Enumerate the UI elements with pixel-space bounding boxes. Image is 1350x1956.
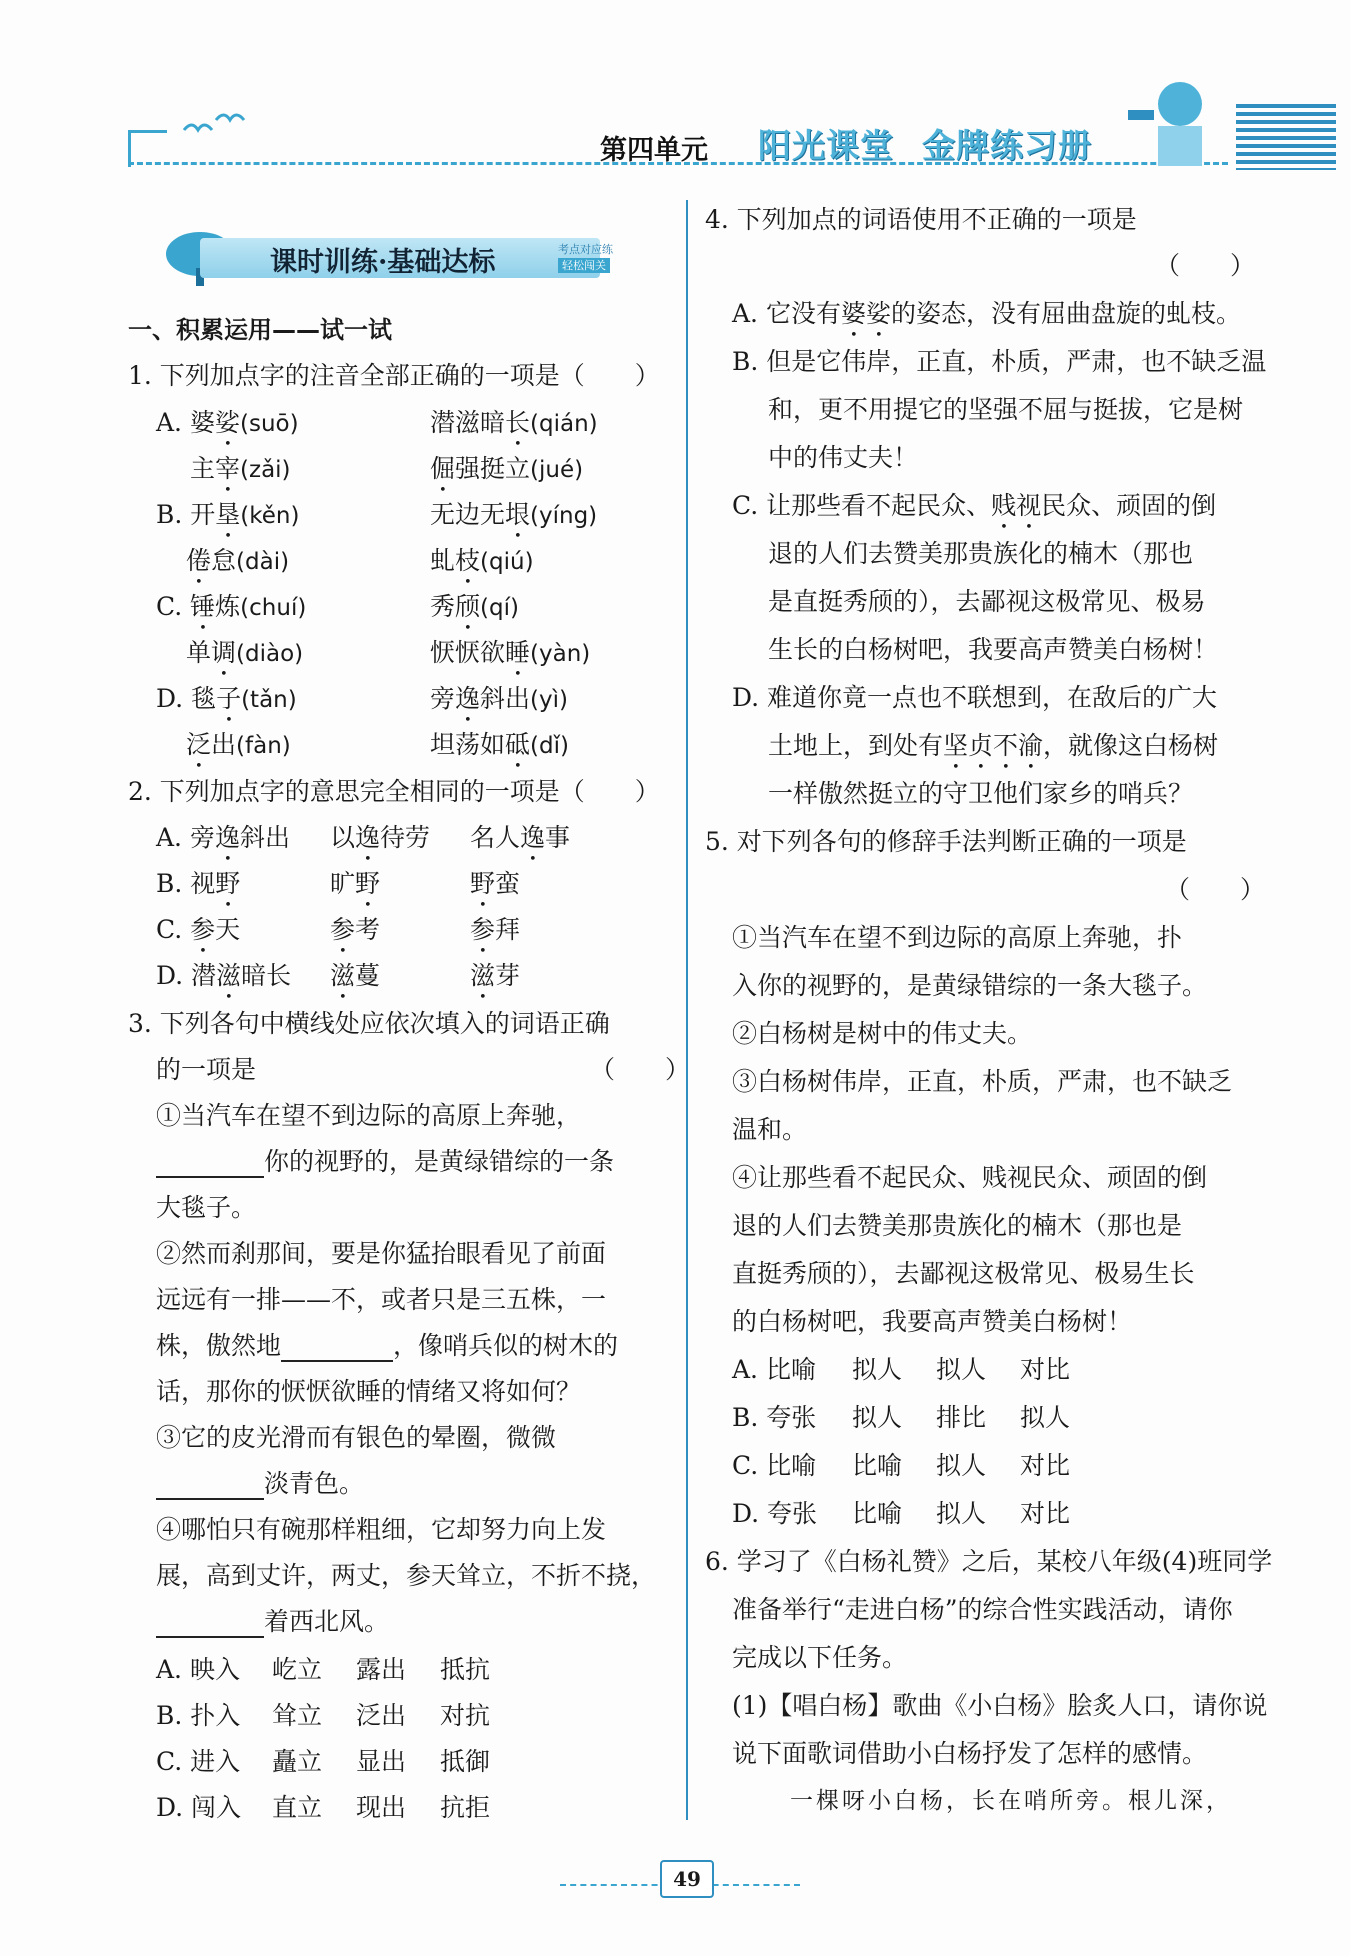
q6-lyric: 一棵呀小白杨，长在哨所旁。根儿深，	[790, 1788, 1232, 1814]
birds-icon	[182, 108, 262, 148]
q5-l8: 直挺秀颀的），去鄙视这极常见、极易生长	[732, 1259, 1195, 1288]
q3-s2a: ②然而刹那间，要是你猛抬眼看见了前面	[156, 1239, 607, 1268]
q1-c4: 恹恹欲睡(yàn)	[430, 638, 591, 667]
q6-l2: 准备举行“走进白杨”的综合性实践活动，请你	[732, 1595, 1233, 1624]
column-divider	[686, 200, 688, 1820]
q3-option-cell: A. 映入	[156, 1655, 240, 1684]
q2-option-cell: 以逸待劳	[330, 823, 431, 852]
q3-option-cell: 露出	[356, 1655, 407, 1684]
q2-option-cell: 野蛮	[470, 869, 521, 898]
q3-option-cell: 屹立	[272, 1655, 323, 1684]
q1-a2: 潜滋暗长(qián)	[430, 408, 598, 437]
q5-option-cell: 拟人	[936, 1499, 987, 1528]
q4-a: A. 它没有婆娑的姿态，没有屈曲盘旋的虬枝。	[732, 299, 1241, 328]
q5-option-cell: B. 夸张	[732, 1403, 817, 1432]
q3-stem-1: 3. 下列各句中横线处应依次填入的词语正确	[128, 1009, 610, 1038]
q5-option-cell: D. 夸张	[732, 1499, 818, 1528]
q2-option-cell: C. 参天	[156, 915, 241, 944]
brand-part-1: 阳光课堂	[758, 126, 894, 165]
q3-option-cell: D. 闯入	[156, 1793, 242, 1822]
q4-b3: 中的伟丈夫！	[768, 443, 919, 472]
section-heading: 一、积累运用——试一试	[128, 316, 392, 344]
q4-b2: 和，更不用提它的坚强不屈与挺拔，它是树	[768, 395, 1244, 424]
telescope-icon	[1120, 70, 1230, 170]
q5-option-cell: 拟人	[936, 1451, 987, 1480]
q4-b1: B. 但是它伟岸，正直，朴质，严肃，也不缺乏温	[732, 347, 1267, 376]
q2-stem: 2. 下列加点字的意思完全相同的一项是（ ）	[128, 777, 660, 806]
q4-c4: 生长的白杨树吧，我要高声赞美白杨树！	[768, 635, 1219, 664]
q6-l4: (1)【唱白杨】歌曲《小白杨》脍炙人口，请你说	[732, 1691, 1268, 1720]
header-stripes	[1236, 104, 1336, 170]
q1-b3: 倦怠(dài)	[186, 546, 290, 575]
q2-option-cell: B. 视野	[156, 869, 241, 898]
q5-l7: 退的人们去赞美那贵族化的楠木（那也是	[732, 1211, 1183, 1240]
q3-option-cell: 对抗	[440, 1701, 491, 1730]
q2-option-cell: 参考	[330, 915, 381, 944]
q4-c1: C. 让那些看不起民众、贱视民众、顽固的倒	[732, 491, 1217, 520]
q4-c3: 是直挺秀颀的），去鄙视这极常见、极易	[768, 587, 1206, 616]
q4-d1: D. 难道你竟一点也不联想到，在敌后的广大	[732, 683, 1218, 712]
q2-option-cell: 滋芽	[470, 961, 521, 990]
q3-s4b: 展，高到丈许，两丈，参天耸立，不折不挠，	[156, 1561, 657, 1590]
section-banner	[160, 228, 640, 284]
q6-l3: 完成以下任务。	[732, 1643, 908, 1672]
banner-side-1: 考点对应练	[558, 243, 613, 256]
q3-s1c: 大毯子。	[156, 1193, 257, 1222]
q3-option-cell: 显出	[356, 1747, 407, 1776]
q1-c1: C. 锤炼(chuí)	[156, 592, 307, 621]
q6-l5: 说下面歌词借助小白杨抒发了怎样的感情。	[732, 1739, 1208, 1768]
q2-option-cell: 滋蔓	[330, 961, 381, 990]
q3-option-cell: 抵抗	[440, 1655, 491, 1684]
q1-a4: 倔强挺立(jué)	[430, 454, 584, 483]
q5-option-cell: 对比	[1020, 1451, 1071, 1480]
q3-s1b: 你的视野的，是黄绿错综的一条	[156, 1142, 614, 1178]
q1-d1: D. 毯子(tǎn)	[156, 684, 297, 713]
q2-option-cell: 旷野	[330, 869, 381, 898]
brand-title	[758, 120, 1120, 167]
q3-s4a: ④哪怕只有碗那样粗细，它却努力向上发	[156, 1515, 607, 1544]
q3-s3b: 淡青色。	[156, 1464, 364, 1500]
q1-d2: 旁逸斜出(yì)	[430, 684, 568, 713]
q1-a1: A. 婆娑(suō)	[156, 408, 299, 437]
q5-option-cell: 拟人	[1020, 1403, 1071, 1432]
q5-l1: ①当汽车在望不到边际的高原上奔驰，扑	[732, 923, 1183, 952]
q1-b1: B. 开垦(kěn)	[156, 500, 300, 529]
q3-s1a: ①当汽车在望不到边际的高原上奔驰，	[156, 1101, 582, 1130]
q5-option-cell: 拟人	[852, 1403, 903, 1432]
q3-option-cell: 现出	[356, 1793, 407, 1822]
q5-option-cell: 拟人	[936, 1355, 987, 1384]
q3-option-cell: 矗立	[272, 1747, 323, 1776]
banner-side	[558, 242, 613, 273]
q4-stem: 4. 下列加点的词语使用不正确的一项是	[705, 205, 1137, 234]
banner-side-2: 轻松闯关	[558, 258, 610, 273]
q3-s2c: 株，傲然地 ，像哨兵似的树木的	[156, 1331, 619, 1360]
q3-s4c: 着西北风。	[156, 1602, 389, 1638]
q3-option-cell: 抵御	[440, 1747, 491, 1776]
q5-option-cell: 排比	[936, 1403, 987, 1432]
q2-option-cell: 参拜	[470, 915, 521, 944]
q1-a3: 主宰(zǎi)	[190, 454, 291, 483]
q5-option-cell: 对比	[1020, 1499, 1071, 1528]
q3-s2d: 话，那你的恹恹欲睡的情绪又将如何？	[156, 1377, 582, 1406]
unit-title: 第四单元	[600, 135, 708, 166]
q3-option-cell: B. 扑入	[156, 1701, 241, 1730]
q2-option-cell: 名人逸事	[470, 823, 571, 852]
q5-option-cell: 比喻	[852, 1499, 903, 1528]
q5-option-cell: A. 比喻	[732, 1355, 816, 1384]
q1-b4: 虬枝(qiú)	[430, 546, 534, 575]
q1-b2: 无边无垠(yíng)	[430, 500, 598, 529]
q4-d3: 一样傲然挺立的守卫他们家乡的哨兵？	[768, 779, 1194, 808]
q5-option-cell: 对比	[1020, 1355, 1071, 1384]
q3-option-cell: 泛出	[356, 1701, 407, 1730]
q5-stem: 5. 对下列各句的修辞手法判断正确的一项是	[705, 827, 1187, 856]
q2-option-cell: A. 旁逸斜出	[156, 823, 290, 852]
q3-s2b: 远远有一排——不，或者只是三五株，一	[156, 1285, 607, 1314]
q5-paren: （ ）	[1165, 875, 1266, 904]
q4-c2: 退的人们去赞美那贵族化的楠木（那也	[768, 539, 1194, 568]
q5-l3: ②白杨树是树中的伟丈夫。	[732, 1019, 1033, 1048]
q6-l1: 6. 学习了《白杨礼赞》之后，某校八年级(4)班同学	[705, 1547, 1273, 1576]
brand-part-2: 金牌练习册	[922, 126, 1092, 165]
q1-c3: 单调(diào)	[186, 638, 304, 667]
q5-option-cell: 比喻	[852, 1451, 903, 1480]
q3-s3a: ③它的皮光滑而有银色的晕圈，微微	[156, 1423, 557, 1452]
q5-l2: 入你的视野的，是黄绿错综的一条大毯子。	[732, 971, 1208, 1000]
q3-option-cell: 抗拒	[440, 1793, 491, 1822]
q2-option-cell: D. 潜滋暗长	[156, 961, 292, 990]
q5-l6: ④让那些看不起民众、贱视民众、顽固的倒	[732, 1163, 1208, 1192]
q3-paren: （ ）	[590, 1055, 691, 1084]
q1-stem: 1. 下列加点字的注音全部正确的一项是（ ）	[128, 361, 660, 390]
q3-option-cell: 耸立	[272, 1701, 323, 1730]
q4-paren: （ ）	[1155, 251, 1256, 280]
q5-l5: 温和。	[732, 1115, 808, 1144]
q3-option-cell: 直立	[272, 1793, 323, 1822]
q5-option-cell: 拟人	[852, 1355, 903, 1384]
q3-stem-2: 的一项是	[156, 1055, 257, 1084]
q3-option-cell: C. 进入	[156, 1747, 241, 1776]
q5-l9: 的白杨树吧，我要高声赞美白杨树！	[732, 1307, 1133, 1336]
banner-title: 课时训练·基础达标	[270, 247, 496, 278]
q1-c2: 秀颀(qí)	[430, 592, 519, 621]
q5-option-cell: C. 比喻	[732, 1451, 817, 1480]
q1-d3: 泛出(fàn)	[186, 730, 291, 759]
q1-d4: 坦荡如砥(dǐ)	[430, 730, 569, 759]
q4-d2: 土地上，到处有坚贞不渝，就像这白杨树	[768, 731, 1219, 760]
page-number: 49	[660, 1860, 714, 1898]
q5-l4: ③白杨树伟岸，正直，朴质，严肃，也不缺乏	[732, 1067, 1233, 1096]
